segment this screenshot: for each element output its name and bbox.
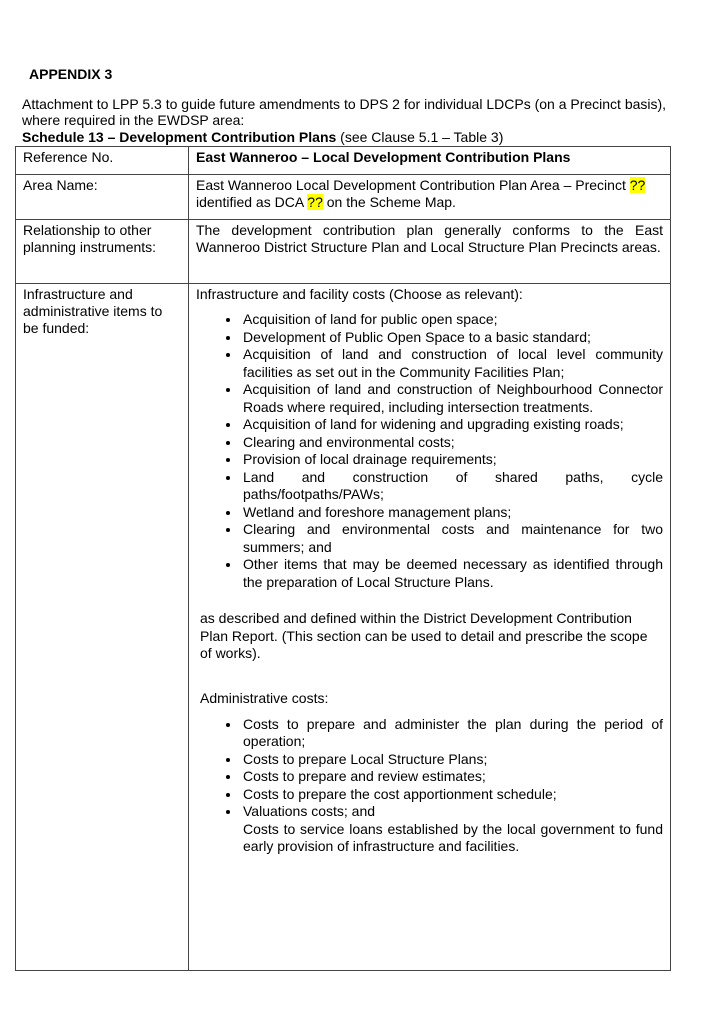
list-item: • Valuations costs; and Costs to service loans established by the local government to fund early provision of infrastructure and facilities. <box>241 803 663 856</box>
admin-list <box>196 716 663 856</box>
list-item: • Land and construction of shared paths, cycle paths/footpaths/PAWs; <box>241 469 663 504</box>
admin-extra-text: Costs to service loans established by the local government to fund early provision of infrastructure and facilities. <box>243 820 663 854</box>
schedule-title <box>22 129 503 145</box>
dca-highlight: ?? <box>307 194 323 210</box>
table-row-area <box>16 175 671 220</box>
schedule-title-bold: Schedule 13 – Development Contribution Plans <box>22 129 337 145</box>
list-item: • Costs to prepare and review estimates; <box>241 768 663 786</box>
schedule-title-rest: (see Clause 5.1 – Table 3) <box>336 129 504 145</box>
list-item: • Acquisition of land for widening and upgrading existing roads; <box>241 416 663 434</box>
admin-intro: Administrative costs: <box>200 689 329 706</box>
area-text-1: East Wanneroo Local Development Contribution Plan Area – Precinct <box>196 177 630 193</box>
list-item: • Acquisition of land and construction of local level community facilities as set out in the Community Facilities Plan; <box>241 346 663 381</box>
list-item: • Wetland and foreshore management plans; <box>241 504 663 522</box>
described-paragraph: as described and defined within the District Development Contribution Plan Report. (This section can be used to detail and prescribe the scope of works). <box>200 610 648 661</box>
list-item: • Costs to prepare and administer the plan during the period of operation; <box>241 716 663 751</box>
relationship-value: The development contribution plan generally conforms to the East Wanneroo District Structure Plan and Local Structure Plan Precincts areas. <box>189 220 671 284</box>
table-row-infrastructure <box>16 284 671 971</box>
list-item: • Costs to prepare the cost apportionment schedule; <box>241 786 663 804</box>
infrastructure-label: Infrastructure and administrative items to be funded: <box>16 284 189 971</box>
intro-paragraph: Attachment to LPP 5.3 to guide future amendments to DPS 2 for individual LDCPs (on a Precinct basis), where required in the EWDSP area: <box>22 96 667 128</box>
area-label: Area Name: <box>16 175 189 220</box>
contribution-plan-table <box>15 146 671 971</box>
appendix-heading: APPENDIX 3 <box>29 66 113 82</box>
reference-value: East Wanneroo – Local Development Contribution Plans <box>189 147 671 175</box>
list-item: • Acquisition of land and construction of Neighbourhood Connector Roads where required, including intersection treatments. <box>241 381 663 416</box>
infrastructure-value <box>189 284 671 971</box>
list-item: • Development of Public Open Space to a basic standard; <box>241 329 663 347</box>
reference-label: Reference No. <box>16 147 189 175</box>
area-value <box>189 175 671 220</box>
list-item: • Clearing and environmental costs; <box>241 434 663 452</box>
precinct-highlight: ?? <box>629 177 646 193</box>
area-text-2: identified as DCA <box>196 194 308 210</box>
infrastructure-intro: Infrastructure and facility costs (Choose as relevant): <box>196 286 523 302</box>
table-row-relationship <box>16 220 671 284</box>
list-item: • Clearing and environmental costs and maintenance for two summers; and <box>241 521 663 556</box>
area-text-3: on the Scheme Map. <box>322 194 456 210</box>
relationship-label: Relationship to other planning instruments: <box>16 220 189 284</box>
list-item: • Costs to prepare Local Structure Plans; <box>241 751 663 769</box>
infrastructure-list <box>196 311 663 591</box>
list-item: • Other items that may be deemed necessary as identified through the preparation of Local Structure Plans. <box>241 556 663 591</box>
table-row-reference <box>16 147 671 175</box>
list-item: • Provision of local drainage requirements; <box>241 451 663 469</box>
list-item: • Acquisition of land for public open space; <box>241 311 663 329</box>
